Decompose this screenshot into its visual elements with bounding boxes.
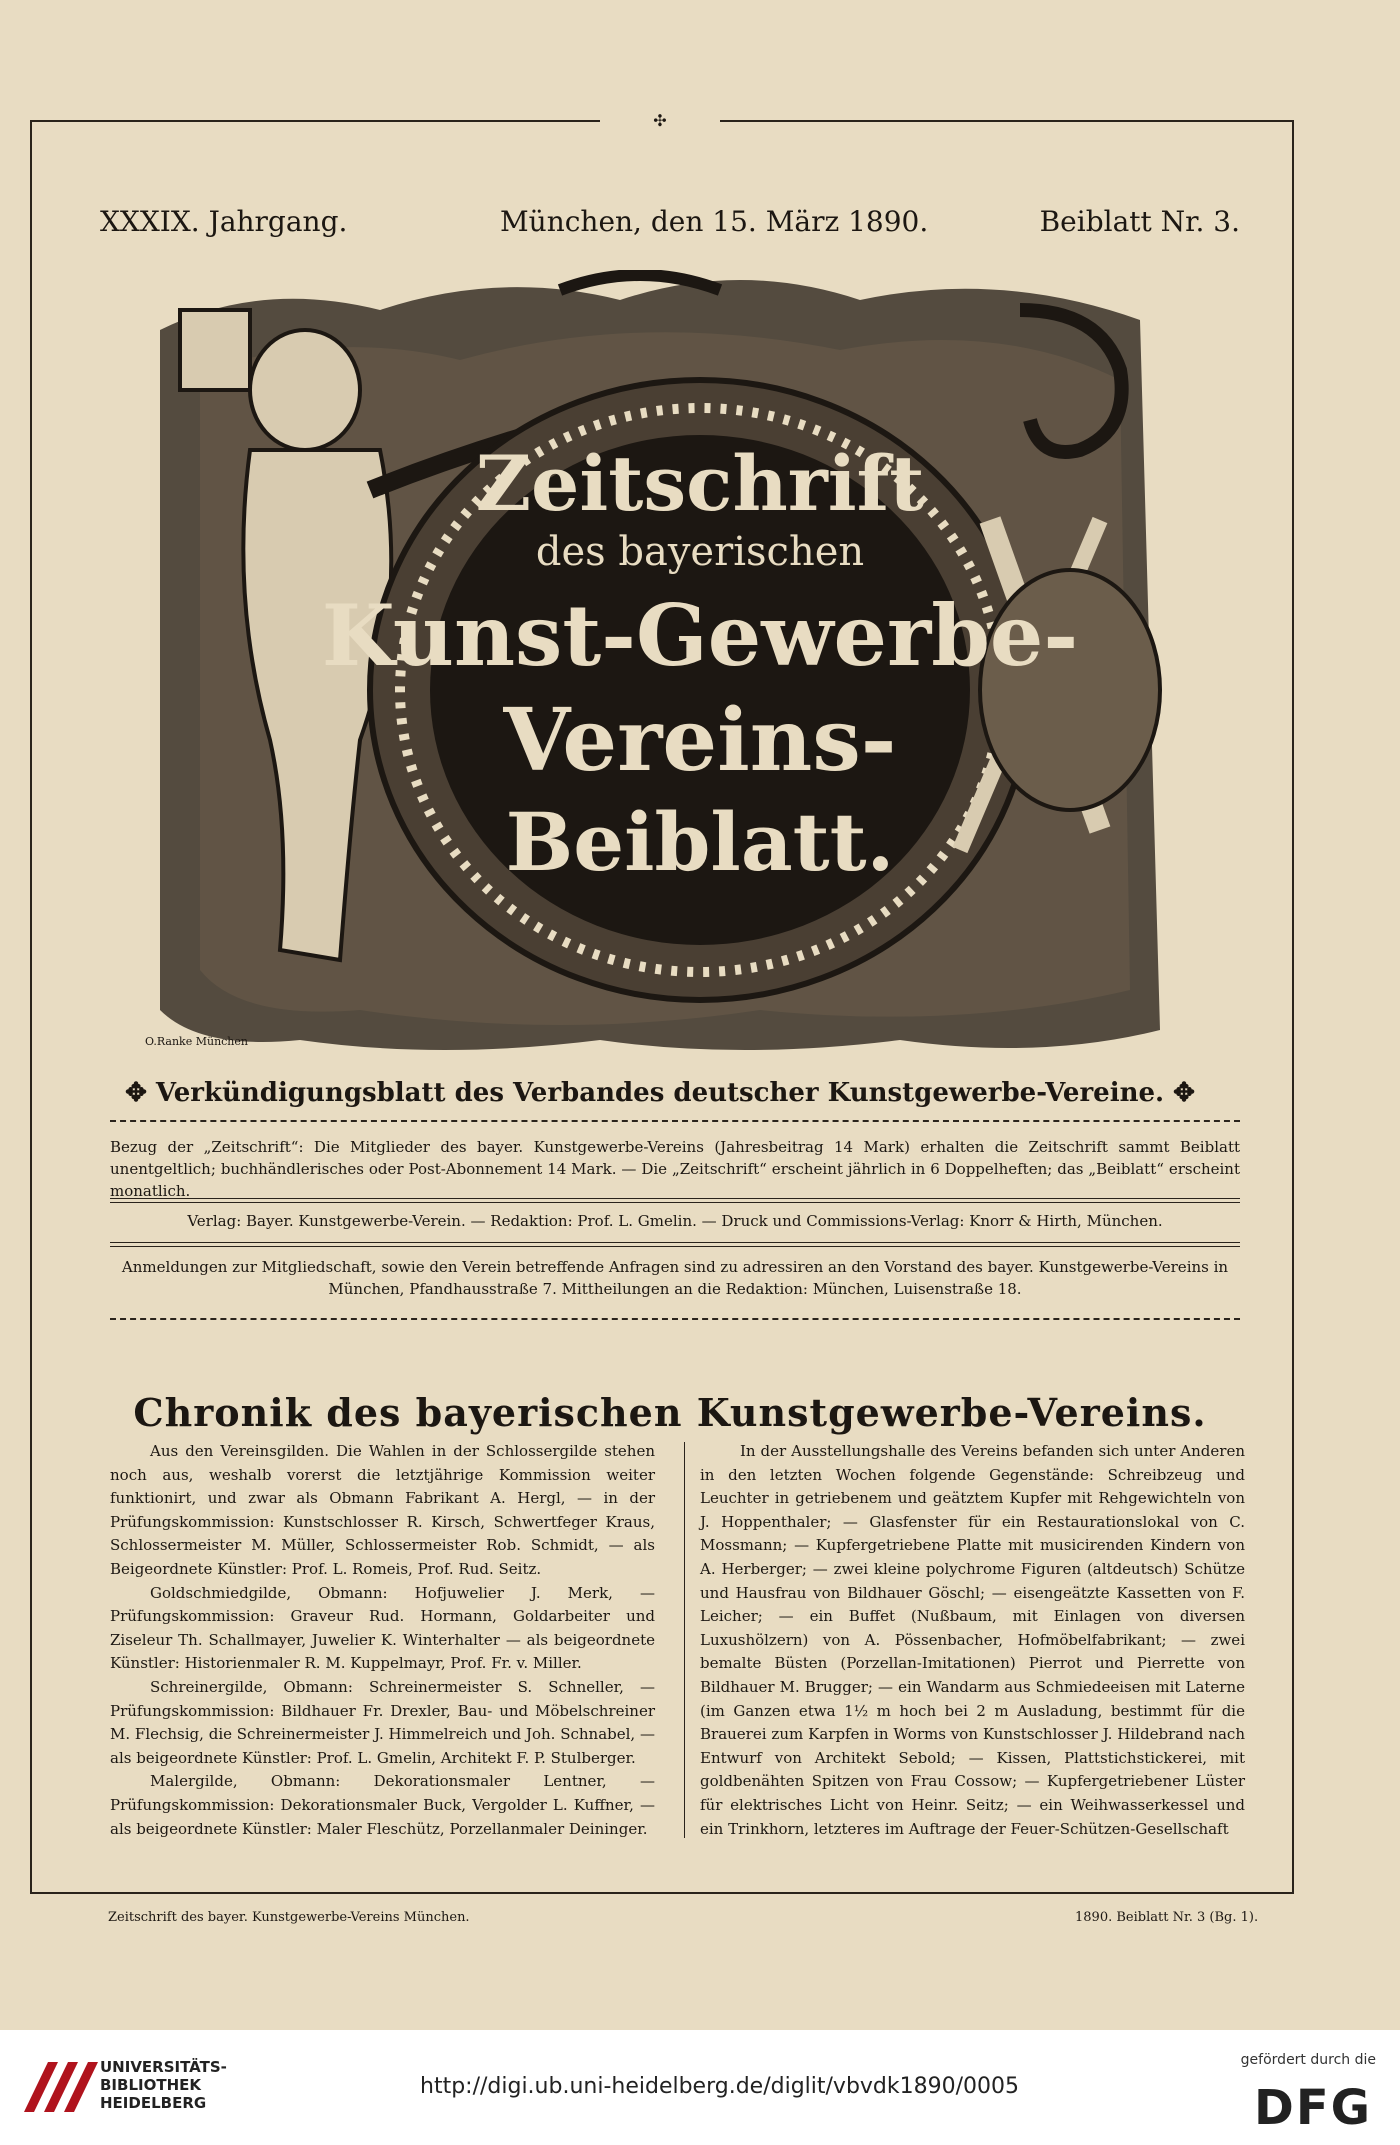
masthead-title-line2: des bayerischen bbox=[535, 529, 865, 575]
column-left bbox=[110, 1440, 655, 1841]
notice-verlag: Verlag: Bayer. Kunstgewerbe-Verein. — Redaktion: Prof. L. Gmelin. — Druck und Commissions-Verlag: Knorr & Hirth, München. bbox=[187, 1212, 1163, 1230]
date-label: München, den 15. März 1890. bbox=[500, 205, 929, 238]
subtitle bbox=[120, 1078, 1200, 1108]
engraver-signature: O.Ranke München bbox=[145, 1035, 248, 1048]
volume-label: XXXIX. Jahrgang. bbox=[100, 205, 348, 238]
masthead-title-line3: Kunst-Gewerbe- bbox=[321, 586, 1079, 685]
digitization-strip bbox=[0, 2030, 1400, 2145]
paragraph: Aus den Vereinsgilden. Die Wahlen in der Schlossergilde stehen noch aus, weshalb vorerst die letztjährige Kommission weiter funktionirt, und zwar als Obmann Fabrikant A. Hergl, — in der Prüfungskommission: Kunstschlosser R. Kirsch, Schwertfeger Kraus, Schlossermeister M. Müller, Schlossermeister Rob. Schmidt, — als Beigeordnete Künstler: Prof. L. Romeis, Prof. Rud. Seitz. bbox=[110, 1442, 655, 1578]
rule-1 bbox=[110, 1198, 1240, 1203]
notice-anmeldungen: Anmeldungen zur Mitgliedschaft, sowie den Verein betreffende Anfragen sind zu adressiren an den Vorstand des bayer. Kunstgewerbe-Vereins in München, Pfandhausstraße 7. Mittheilungen an die Redaktion: München, Luisenstraße 18. bbox=[121, 1258, 1229, 1298]
column-divider bbox=[684, 1442, 685, 1838]
notice-bezug: Bezug der „Zeitschrift“: Die Mitglieder des bayer. Kunstgewerbe-Vereins (Jahresbeitrag 14 Mark) erhalten die Zeitschrift sammt Beiblatt unentgeltlich; buchhändlerisches oder Post-Abonnement 14 Mark. — Die „Zeitschrift“ erscheint jährlich in 6 Doppelheften; das „Beiblatt“ erscheint monatlich. bbox=[110, 1138, 1240, 1200]
rule-dashed-bottom bbox=[110, 1318, 1240, 1320]
masthead-title-line4: Vereins- bbox=[503, 690, 897, 791]
paragraph: Goldschmiedgilde, Obmann: Hofjuwelier J. Merk, — Prüfungskommission: Graveur Rud. Hormann, Goldarbeiter und Ziseleur Th. Schallmayer, Juwelier K. Winterhalter — als beigeordnete Künstler: Historienmaler R. M. Kuppelmayr, Prof. Fr. v. Miller. bbox=[110, 1583, 655, 1673]
paragraph: In der Ausstellungshalle des Vereins befanden sich unter Anderen in den letzten Wochen folgende Gegenstände: Schreibzeug und Leuchter in getriebenem und geätztem Kupfer mit Rehgewichteln von J. Hoppenthaler; — Glasfenster für ein Restaurationslokal von C. Mossmann; — Kupfergetriebene Platte mit musicirenden Kindern von A. Herberger; — zwei kleine polychrome Figuren (altdeutsch) Schütze und Hausfrau von Bildhauer Göschl; — eisengeätzte Kassetten von F. Leicher; — ein Buffet (Nußbaum, mit Einlagen von diversen Luxushölzern) von A. Pössenbacher, Hofmöbelfabrikant; — zwei bemalte Büsten (Porzellan-Imitationen) Pierrot und Pierrette von Bildhauer M. Brugger; — ein Wandarm aus Schmiedeeisen mit Laterne (im Ganzen etwa 1½ m hoch bei 2 m Ausladung, bestimmt für die Brauerei zum Karpfen in Worms von Kunstschlosser J. Hildebrand nach Entwurf von Architekt Sebold; — Kissen, Plattstichstickerei, mit goldbenähten Spitzen von Frau Cossow; — Kupfergetriebener Lüster für elektrisches Licht von Heinr. Seitz; — ein Weihwasserkessel und ein Trinkhorn, letzteres im Auftrage der Feuer-Schützen-Gesellschaft bbox=[700, 1442, 1245, 1838]
university-name bbox=[100, 2058, 227, 2112]
page-header bbox=[80, 205, 1240, 245]
rule-dashed-top bbox=[110, 1120, 1240, 1122]
university-name-line: HEIDELBERG bbox=[100, 2094, 207, 2112]
frame-ornament: ✣ bbox=[600, 112, 720, 130]
column-right bbox=[700, 1440, 1245, 1841]
ornament-left-icon: ✥ bbox=[125, 1078, 156, 1108]
ornament-right-icon: ✥ bbox=[1164, 1078, 1195, 1108]
footer-left: Zeitschrift des bayer. Kunstgewerbe-Vereins München. bbox=[108, 1910, 470, 1925]
funded-by-label: gefördert durch die bbox=[1240, 2052, 1376, 2068]
footer-right: 1890. Beiblatt Nr. 3 (Bg. 1). bbox=[1075, 1910, 1259, 1925]
rule-2 bbox=[110, 1242, 1240, 1247]
university-name-line: BIBLIOTHEK bbox=[100, 2076, 201, 2094]
university-name-line: UNIVERSITÄTS- bbox=[100, 2058, 227, 2076]
permalink-url[interactable]: http://digi.ub.uni-heidelberg.de/diglit/vbvdk1890/0005 bbox=[420, 2074, 1020, 2099]
subtitle-text: Verkündigungsblatt des Verbandes deutscher Kunstgewerbe-Vereine. bbox=[155, 1078, 1165, 1108]
section-title: Chronik des bayerischen Kunstgewerbe-Vereins. bbox=[133, 1390, 1207, 1435]
dfg-logo: DFG bbox=[1253, 2080, 1372, 2136]
masthead-title-line5: Beiblatt. bbox=[505, 795, 895, 889]
paragraph: Schreinergilde, Obmann: Schreinermeister S. Schneller, — Prüfungskommission: Bildhauer Fr. Drexler, Bau- und Möbelschreiner M. Flechsig, die Schreinermeister J. Himmelreich und Joh. Schnabel, — als beigeordnete Künstler: Prof. L. Gmelin, Architekt F. P. Stulberger. bbox=[110, 1677, 655, 1767]
masthead-illustration bbox=[140, 270, 1180, 1060]
masthead-title-line1: Zeitschrift bbox=[475, 439, 925, 528]
issue-label: Beiblatt Nr. 3. bbox=[1039, 205, 1240, 238]
paragraph: Malergilde, Obmann: Dekorationsmaler Lentner, — Prüfungskommission: Dekorationsmaler Buck, Vergolder L. Kuffner, — als beigeordnete Künstler: Maler Fleschütz, Porzellanmaler Deininger. bbox=[110, 1772, 655, 1838]
